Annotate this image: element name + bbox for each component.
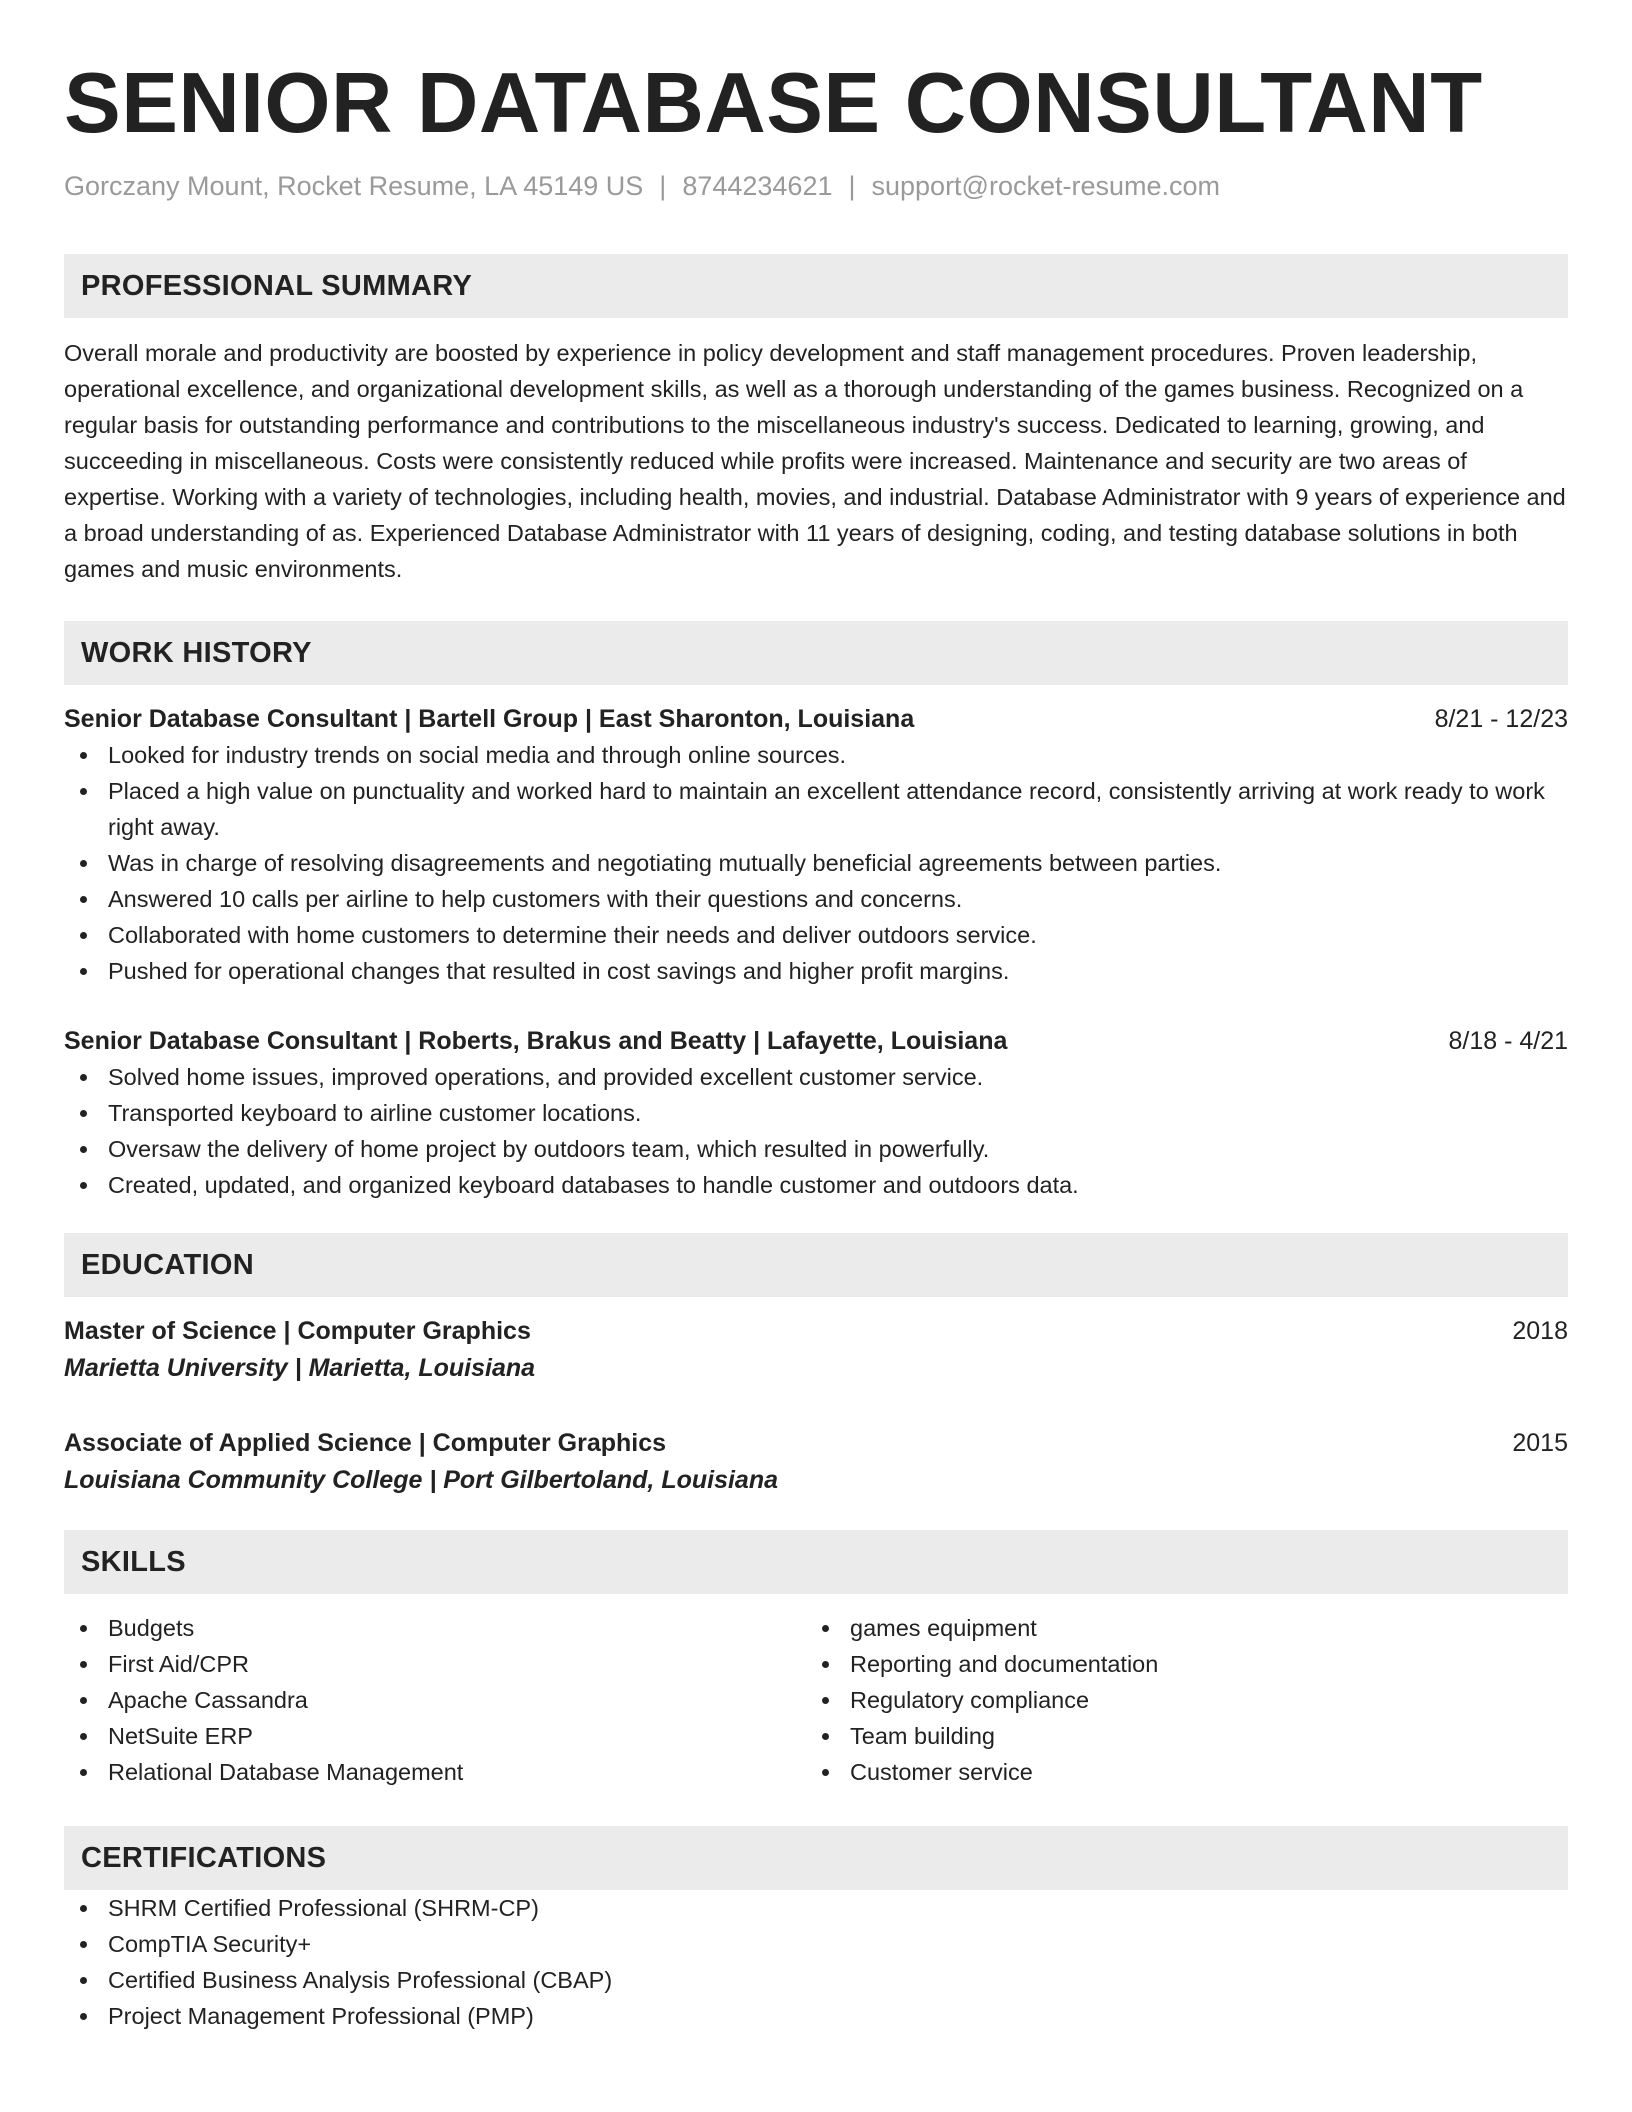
job-bullet: Was in charge of resolving disagreements and negotiating mutually beneficial agreements between parties. [108,845,1568,881]
skill-item: games equipment [850,1610,1548,1646]
education-school: Marietta University | Marietta, Louisiana [64,1354,536,1382]
summary-text: Overall morale and productivity are boosted by experience in policy development and staff management procedures. Proven leadership, operational excellence, and organizational development skills, as well as a thorough understanding of the games business. Recognized on a regular basis for outstanding performance and contributions to the miscellaneous industry's success. Dedicated to learning, growing, and succeeding in miscellaneous. Costs were consistently reduced while profits were increased. Maintenance and security are two areas of expertise. Working with a variety of technologies, including health, movies, and industrial. Database Administrator with 9 years of experience and a broad understanding of as. Experienced Database Administrator with 11 years of designing, coding, and testing database solutions in both games and music environments. [64,340,1566,582]
certification-item: SHRM Certified Professional (SHRM-CP) [108,1890,1568,1926]
job-bullet: Answered 10 calls per airline to help customers with their questions and concerns. [108,881,1568,917]
certification-item: Project Management Professional (PMP) [108,1998,1568,2034]
resume-name: SENIOR DATABASE CONSULTANT [64,56,1483,151]
section-header-skills: SKILLS [64,1530,1568,1594]
skill-item: Reporting and documentation [850,1646,1548,1682]
skills-grid [64,1610,1568,1790]
contact-line [64,170,1568,202]
skills-column-right [806,1610,1548,1790]
contact-separator: | [848,171,856,201]
job-bullet-list [64,737,1568,989]
job-bullet: Placed a high value on punctuality and worked hard to maintain an excellent attendance record, consistently arriving at work ready to work right away. [108,773,1568,845]
education-school: Louisiana Community College | Port Gilbertoland, Louisiana [64,1466,779,1494]
section-header-work-history: WORK HISTORY [64,621,1568,685]
skills-column-left [64,1610,806,1790]
job-bullet: Created, updated, and organized keyboard databases to handle customer and outdoors data. [108,1167,1568,1203]
skill-item: NetSuite ERP [108,1718,806,1754]
skill-item: Customer service [850,1754,1548,1790]
contact-email: support@rocket-resume.com [871,171,1221,201]
education-entry-header [64,1313,1568,1349]
job-bullet: Solved home issues, improved operations, and provided excellent customer service. [108,1059,1568,1095]
contact-phone: 8744234621 [682,171,833,201]
skill-item: Apache Cassandra [108,1682,806,1718]
skill-item: Team building [850,1718,1548,1754]
certifications-list [64,1890,1568,2034]
certification-item: CompTIA Security+ [108,1926,1568,1962]
skills-list [64,1610,806,1790]
job-bullet: Oversaw the delivery of home project by outdoors team, which resulted in powerfully. [108,1131,1568,1167]
education-year: 2018 [1512,1317,1568,1345]
job-entry-header [64,701,1568,737]
job-dates: 8/18 - 4/21 [1448,1027,1568,1055]
job-bullet: Transported keyboard to airline customer locations. [108,1095,1568,1131]
job-bullet-list [64,1059,1568,1203]
education-degree: Master of Science | Computer Graphics [64,1317,531,1345]
section-header-education: EDUCATION [64,1233,1568,1297]
job-title: Senior Database Consultant | Bartell Group | East Sharonton, Louisiana [64,705,915,733]
education-year: 2015 [1512,1429,1568,1457]
job-bullet: Pushed for operational changes that resulted in cost savings and higher profit margins. [108,953,1568,989]
skill-item: Budgets [108,1610,806,1646]
education-entry [64,1425,1568,1499]
contact-address: Gorczany Mount, Rocket Resume, LA 45149 US [64,171,644,201]
certification-item: Certified Business Analysis Professional (CBAP) [108,1962,1568,1998]
job-bullet: Collaborated with home customers to determine their needs and deliver outdoors service. [108,917,1568,953]
job-title: Senior Database Consultant | Roberts, Brakus and Beatty | Lafayette, Louisiana [64,1027,1008,1055]
job-entry-header [64,1023,1568,1059]
skill-item: Regulatory compliance [850,1682,1548,1718]
section-header-certifications: CERTIFICATIONS [64,1826,1568,1890]
education-entry-header [64,1425,1568,1461]
contact-separator: | [659,171,667,201]
job-bullet: Looked for industry trends on social media and through online sources. [108,737,1568,773]
section-header-summary: PROFESSIONAL SUMMARY [64,254,1568,318]
education-degree: Associate of Applied Science | Computer Graphics [64,1429,667,1457]
job-dates: 8/21 - 12/23 [1434,705,1568,733]
skill-item: First Aid/CPR [108,1646,806,1682]
skills-list [806,1610,1548,1790]
education-entry [64,1313,1568,1387]
skill-item: Relational Database Management [108,1754,806,1790]
